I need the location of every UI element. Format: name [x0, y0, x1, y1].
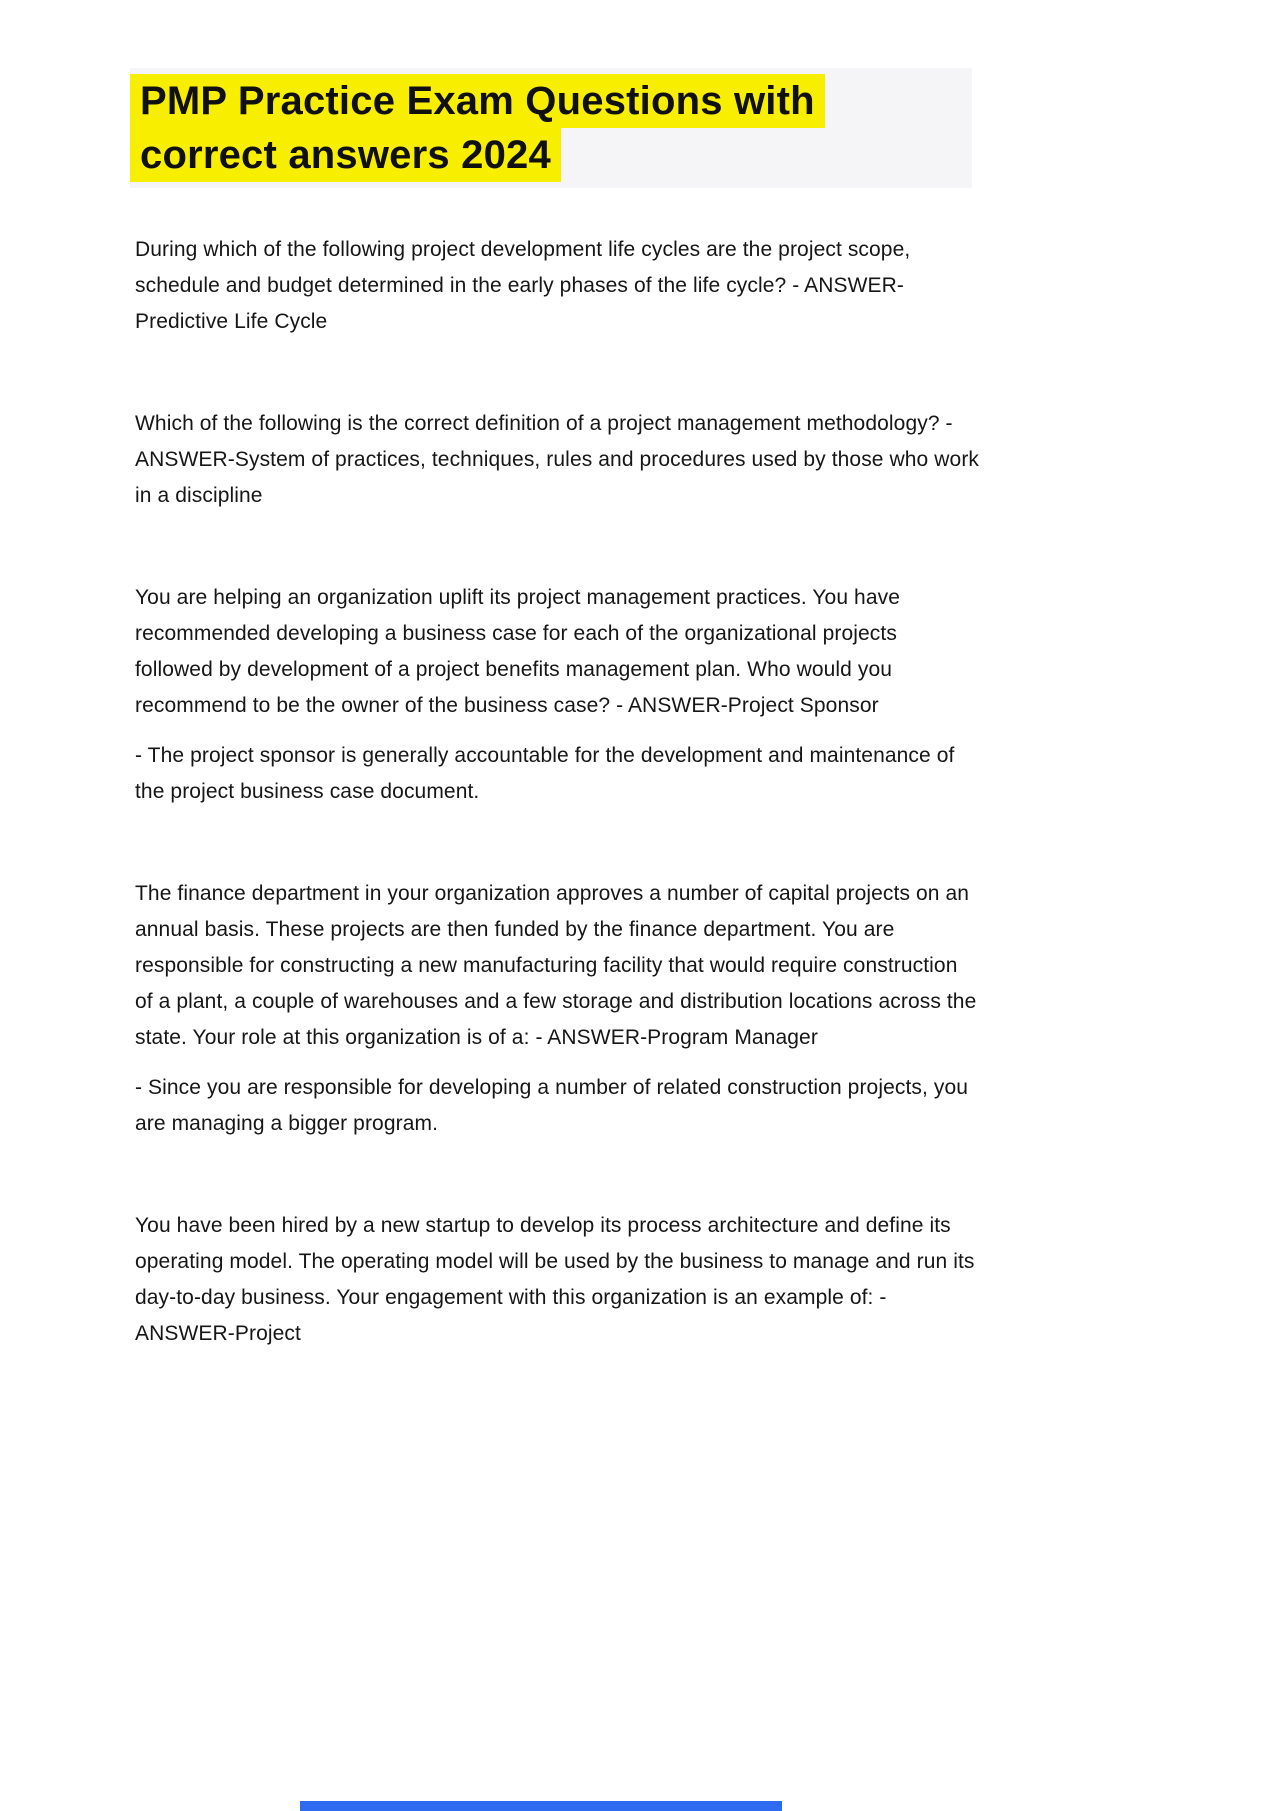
question-paragraph: You have been hired by a new startup to develop its process architecture and define its operating model. The operating model will be used by the business to manage and run its day-to-day business. Your engagement with this organization is an example of: - ANSWER-Project: [135, 1214, 975, 1345]
title-header: [130, 68, 972, 188]
explanation-note-paragraph: - Since you are responsible for developing a number of related construction projects, you are managing a bigger program.: [135, 1076, 969, 1135]
question-paragraph: You are helping an organization uplift its project management practices. You have recommended developing a business case for each of the organizational projects followed by development of a project benefits management plan. Who would you recommend to be the owner of the business case? - ANSWER-Project Sponsor: [135, 586, 900, 717]
page-title-line1: PMP Practice Exam Questions with: [130, 74, 825, 128]
footer-highlight-bar: [300, 1801, 782, 1811]
question-paragraph: The finance department in your organization approves a number of capital projects on an annual basis. These projects are then funded by the finance department. You are responsible for constructing a new manufacturing facility that would require construction of a plant, a couple of warehouses and a few storage and distribution locations across the state. Your role at this organization is of a: - ANSWER-Program Manager: [135, 882, 977, 1049]
question-paragraph: During which of the following project development life cycles are the project scope, schedule and budget determined in the early phases of the life cycle? - ANSWER-Predictive Life Cycle: [135, 238, 911, 333]
question-paragraph: Which of the following is the correct definition of a project management methodology? - ANSWER-System of practices, techniques, rules and procedures used by those who work in a discipline: [135, 412, 980, 507]
explanation-note-paragraph: - The project sponsor is generally accountable for the development and maintenance of the project business case document.: [135, 744, 955, 803]
page-title-line2: correct answers 2024: [130, 128, 561, 182]
document-body: [135, 232, 980, 1418]
page-title: [130, 74, 972, 182]
